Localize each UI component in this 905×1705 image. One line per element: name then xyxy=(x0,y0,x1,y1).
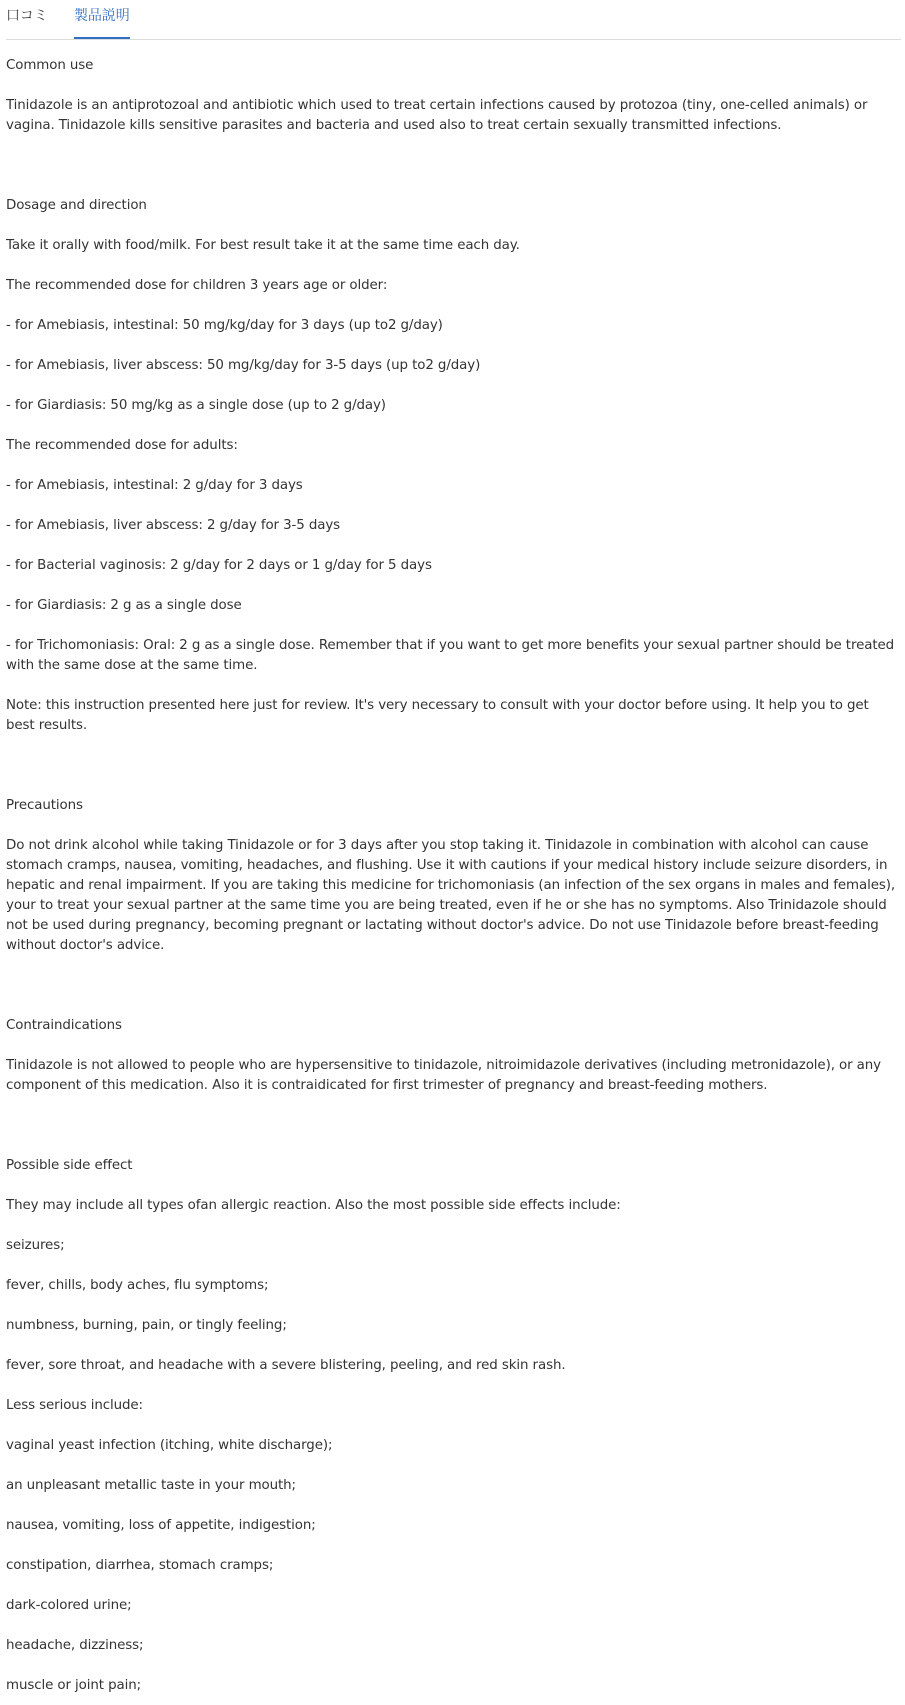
dosage-text: - for Giardiasis: 50 mg/kg as a single dose (up to 2 g/day) xyxy=(6,398,386,413)
dosage-text: - for Bacterial vaginosis: 2 g/day for 2 days or 1 g/day for 5 days xyxy=(6,558,432,573)
dosage-text: - for Giardiasis: 2 g as a single dose xyxy=(6,598,242,613)
contraindications-text: Tinidazole is not allowed to people who are hypersensitive to tinidazole, nitroimidazole derivatives (including metronidazole), or any component of this medication. Also it is contraidicated for first trimester of pregnancy and breast-feeding mothers. xyxy=(6,1058,881,1093)
dosage-text: Take it orally with food/milk. For best result take it at the same time each day. xyxy=(6,238,520,253)
side-effect-item: an unpleasant metallic taste in your mouth; xyxy=(6,1478,296,1493)
section-spacer xyxy=(6,1116,899,1156)
side-effect-item: fever, chills, body aches, flu symptoms; xyxy=(6,1278,269,1293)
dosage-note: Note: this instruction presented here just for review. It's very necessary to consult with your doctor before using. It help you to get best results. xyxy=(6,698,869,733)
dosage-text: The recommended dose for adults: xyxy=(6,438,238,453)
common-use-text: Tinidazole is an antiprotozoal and antibiotic which used to treat certain infections caused by protozoa (tiny, one-celled animals) or vagina. Tinidazole kills sensitive parasites and bacteria and used also to treat certain sexually transmitted infections. xyxy=(6,98,868,133)
tab-bar xyxy=(6,0,901,40)
contraindications-heading: Contraindications xyxy=(6,1018,122,1033)
side-effect-item: numbness, burning, pain, or tingly feeling; xyxy=(6,1318,287,1333)
side-effects-heading: Possible side effect xyxy=(6,1158,133,1173)
dosage-text: - for Amebiasis, intestinal: 2 g/day for 3 days xyxy=(6,478,303,493)
dosage-text: - for Amebiasis, liver abscess: 50 mg/kg/day for 3-5 days (up to2 g/day) xyxy=(6,358,481,373)
side-effects-intro: They may include all types ofan allergic reaction. Also the most possible side effects include: xyxy=(6,1198,621,1213)
dosage-text: - for Trichomoniasis: Oral: 2 g as a single dose. Remember that if you want to get more benefits your sexual partner should be treated with the same dose at the same time. xyxy=(6,638,895,673)
section-spacer xyxy=(6,756,899,796)
tab-reviews[interactable]: 口コミ xyxy=(6,8,48,24)
side-effect-item: fever, sore throat, and headache with a severe blistering, peeling, and red skin rash. xyxy=(6,1358,566,1373)
side-effect-item: constipation, diarrhea, stomach cramps; xyxy=(6,1558,274,1573)
dosage-text: - for Amebiasis, intestinal: 50 mg/kg/day for 3 days (up to2 g/day) xyxy=(6,318,443,333)
less-serious-intro: Less serious include: xyxy=(6,1398,143,1413)
side-effect-item: vaginal yeast infection (itching, white discharge); xyxy=(6,1438,333,1453)
dosage-text: The recommended dose for children 3 years age or older: xyxy=(6,278,388,293)
dosage-text: - for Amebiasis, liver abscess: 2 g/day for 3-5 days xyxy=(6,518,341,533)
description-content xyxy=(0,40,905,1696)
precautions-heading: Precautions xyxy=(6,798,83,813)
side-effect-item: headache, dizziness; xyxy=(6,1638,144,1653)
common-use-heading: Common use xyxy=(6,58,94,73)
precautions-text: Do not drink alcohol while taking Tinidazole or for 3 days after you stop taking it. Tinidazole in combination with alcohol can cause stomach cramps, nausea, vomiting, headaches, and flushing. Use it with cautions if your medical history include seizure disorders, in hepatic and renal impairment. If you are taking this medicine for trichomoniasis (an infection of the sex organs in males and females), your to treat your sexual partner at the same time you are being treated, even if he or she has no symptoms. Also Trinidazole should not be used during pregnancy, becoming pregnant or lactating without doctor's advice. Do not use Tinidazole before breast-feeding without doctor's advice. xyxy=(6,838,895,953)
section-spacer xyxy=(6,156,899,196)
side-effect-item: dark-colored urine; xyxy=(6,1598,132,1613)
side-effect-item: nausea, vomiting, loss of appetite, indigestion; xyxy=(6,1518,316,1533)
dosage-heading: Dosage and direction xyxy=(6,198,147,213)
section-spacer xyxy=(6,976,899,1016)
tab-product-description[interactable]: 製品説明 xyxy=(74,6,130,39)
side-effect-item: muscle or joint pain; xyxy=(6,1678,141,1693)
side-effect-item: seizures; xyxy=(6,1238,65,1253)
